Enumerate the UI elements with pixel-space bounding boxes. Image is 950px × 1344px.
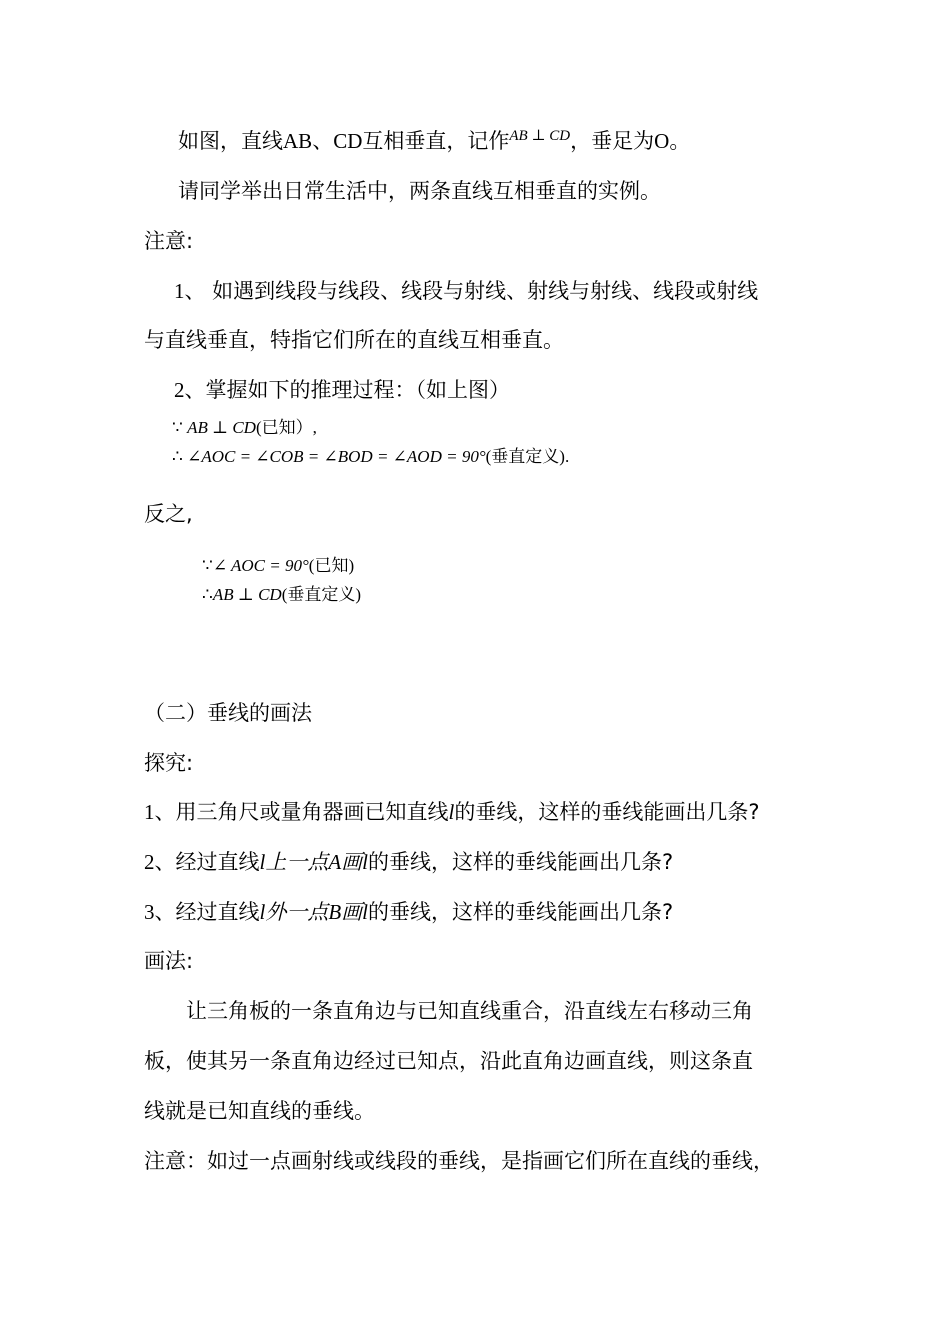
item-text: 、掌握如下的推理过程：（如上图）	[184, 378, 510, 402]
proof-math: ∠AOC = ∠COB = ∠BOD = ∠AOD = 90°	[187, 447, 486, 466]
intro-line-1	[178, 127, 690, 158]
note-title: 注意:	[144, 229, 194, 253]
q-text: 画	[341, 900, 363, 924]
method-title: 画法:	[144, 949, 194, 973]
method-line-3: 线就是已知直线的垂线。	[144, 1099, 375, 1123]
converse-line-2	[202, 581, 361, 609]
text: 互相垂直，记作	[362, 129, 510, 153]
converse-reason: (已知)	[308, 556, 355, 575]
text-o: O	[654, 129, 670, 153]
var-l: l	[448, 800, 455, 824]
q-text: 、用三角尺或量角器画已知直线	[154, 800, 449, 824]
var-b: B	[328, 900, 342, 924]
because-symbol: ∵	[202, 556, 213, 575]
q-text: 、经过直线	[154, 850, 260, 874]
because-symbol: ∵	[172, 418, 183, 437]
text-ab: AB	[283, 129, 313, 153]
intro-line-2: 请同学举出日常生活中，两条直线互相垂直的实例。	[178, 179, 661, 203]
converse-line-1	[202, 552, 354, 580]
proof-line-2	[172, 443, 569, 471]
explore-title: 探究:	[144, 751, 194, 775]
method-line-2: 板，使其另一条直角边经过已知点，沿此直角边画直线，则这条直	[144, 1049, 753, 1073]
q-number: 2	[144, 850, 155, 874]
q-text: 的垂线，这样的垂线能画出几条?	[368, 900, 674, 924]
note-item-2	[174, 376, 510, 404]
note-item-1	[174, 277, 758, 305]
q-text: 的垂线，这样的垂线能画出几条?	[454, 800, 760, 824]
q-text: 画	[341, 850, 363, 874]
converse-title: 反之,	[144, 502, 193, 526]
method-line-1: 让三角板的一条直角边与已知直线重合，沿直线左右移动三角	[186, 999, 753, 1023]
q-number: 3	[144, 900, 155, 924]
item-number: 2	[174, 378, 185, 402]
q-text: 上一点	[265, 850, 329, 874]
item-number: 1、	[174, 279, 206, 303]
question-2	[144, 848, 673, 876]
var-l: l	[259, 850, 266, 874]
proof-math: AB ⊥ CD	[187, 418, 256, 437]
text: 如图，直线	[178, 129, 283, 153]
text: 、	[312, 129, 334, 153]
item-text: 如遇到线段与线段、线段与射线、射线与射线、线段或射线	[205, 279, 759, 303]
q-text: 外一点	[265, 900, 329, 924]
q-number: 1	[144, 800, 155, 824]
proof-reason: (垂直定义).	[485, 447, 570, 466]
section-heading: （二）垂线的画法	[144, 701, 312, 725]
note-item-1-cont: 与直线垂直，特指它们所在的直线互相垂直。	[144, 328, 564, 352]
proof-line-1	[172, 414, 317, 442]
method-note: 注意：如过一点画射线或线段的垂线，是指画它们所在直线的垂线，	[144, 1149, 774, 1173]
question-3	[144, 898, 673, 926]
text: ，垂足为	[570, 129, 655, 153]
text: 。	[669, 129, 691, 153]
converse-math: ∠ AOC = 90°	[212, 556, 309, 575]
therefore-symbol: ∴	[202, 585, 213, 604]
q-text: 、经过直线	[154, 900, 260, 924]
var-l: l	[362, 850, 369, 874]
perpendicular-notation: AB ⊥ CD	[509, 128, 571, 144]
var-l: l	[362, 900, 369, 924]
var-a: A	[328, 850, 342, 874]
converse-math: AB ⊥ CD	[212, 585, 282, 604]
var-l: l	[259, 900, 266, 924]
therefore-symbol: ∴	[172, 447, 183, 466]
converse-reason: (垂直定义)	[281, 585, 362, 604]
proof-reason: (已知）,	[255, 418, 317, 437]
question-1	[144, 798, 760, 826]
text-cd: CD	[333, 129, 363, 153]
q-text: 的垂线，这样的垂线能画出几条?	[368, 850, 674, 874]
